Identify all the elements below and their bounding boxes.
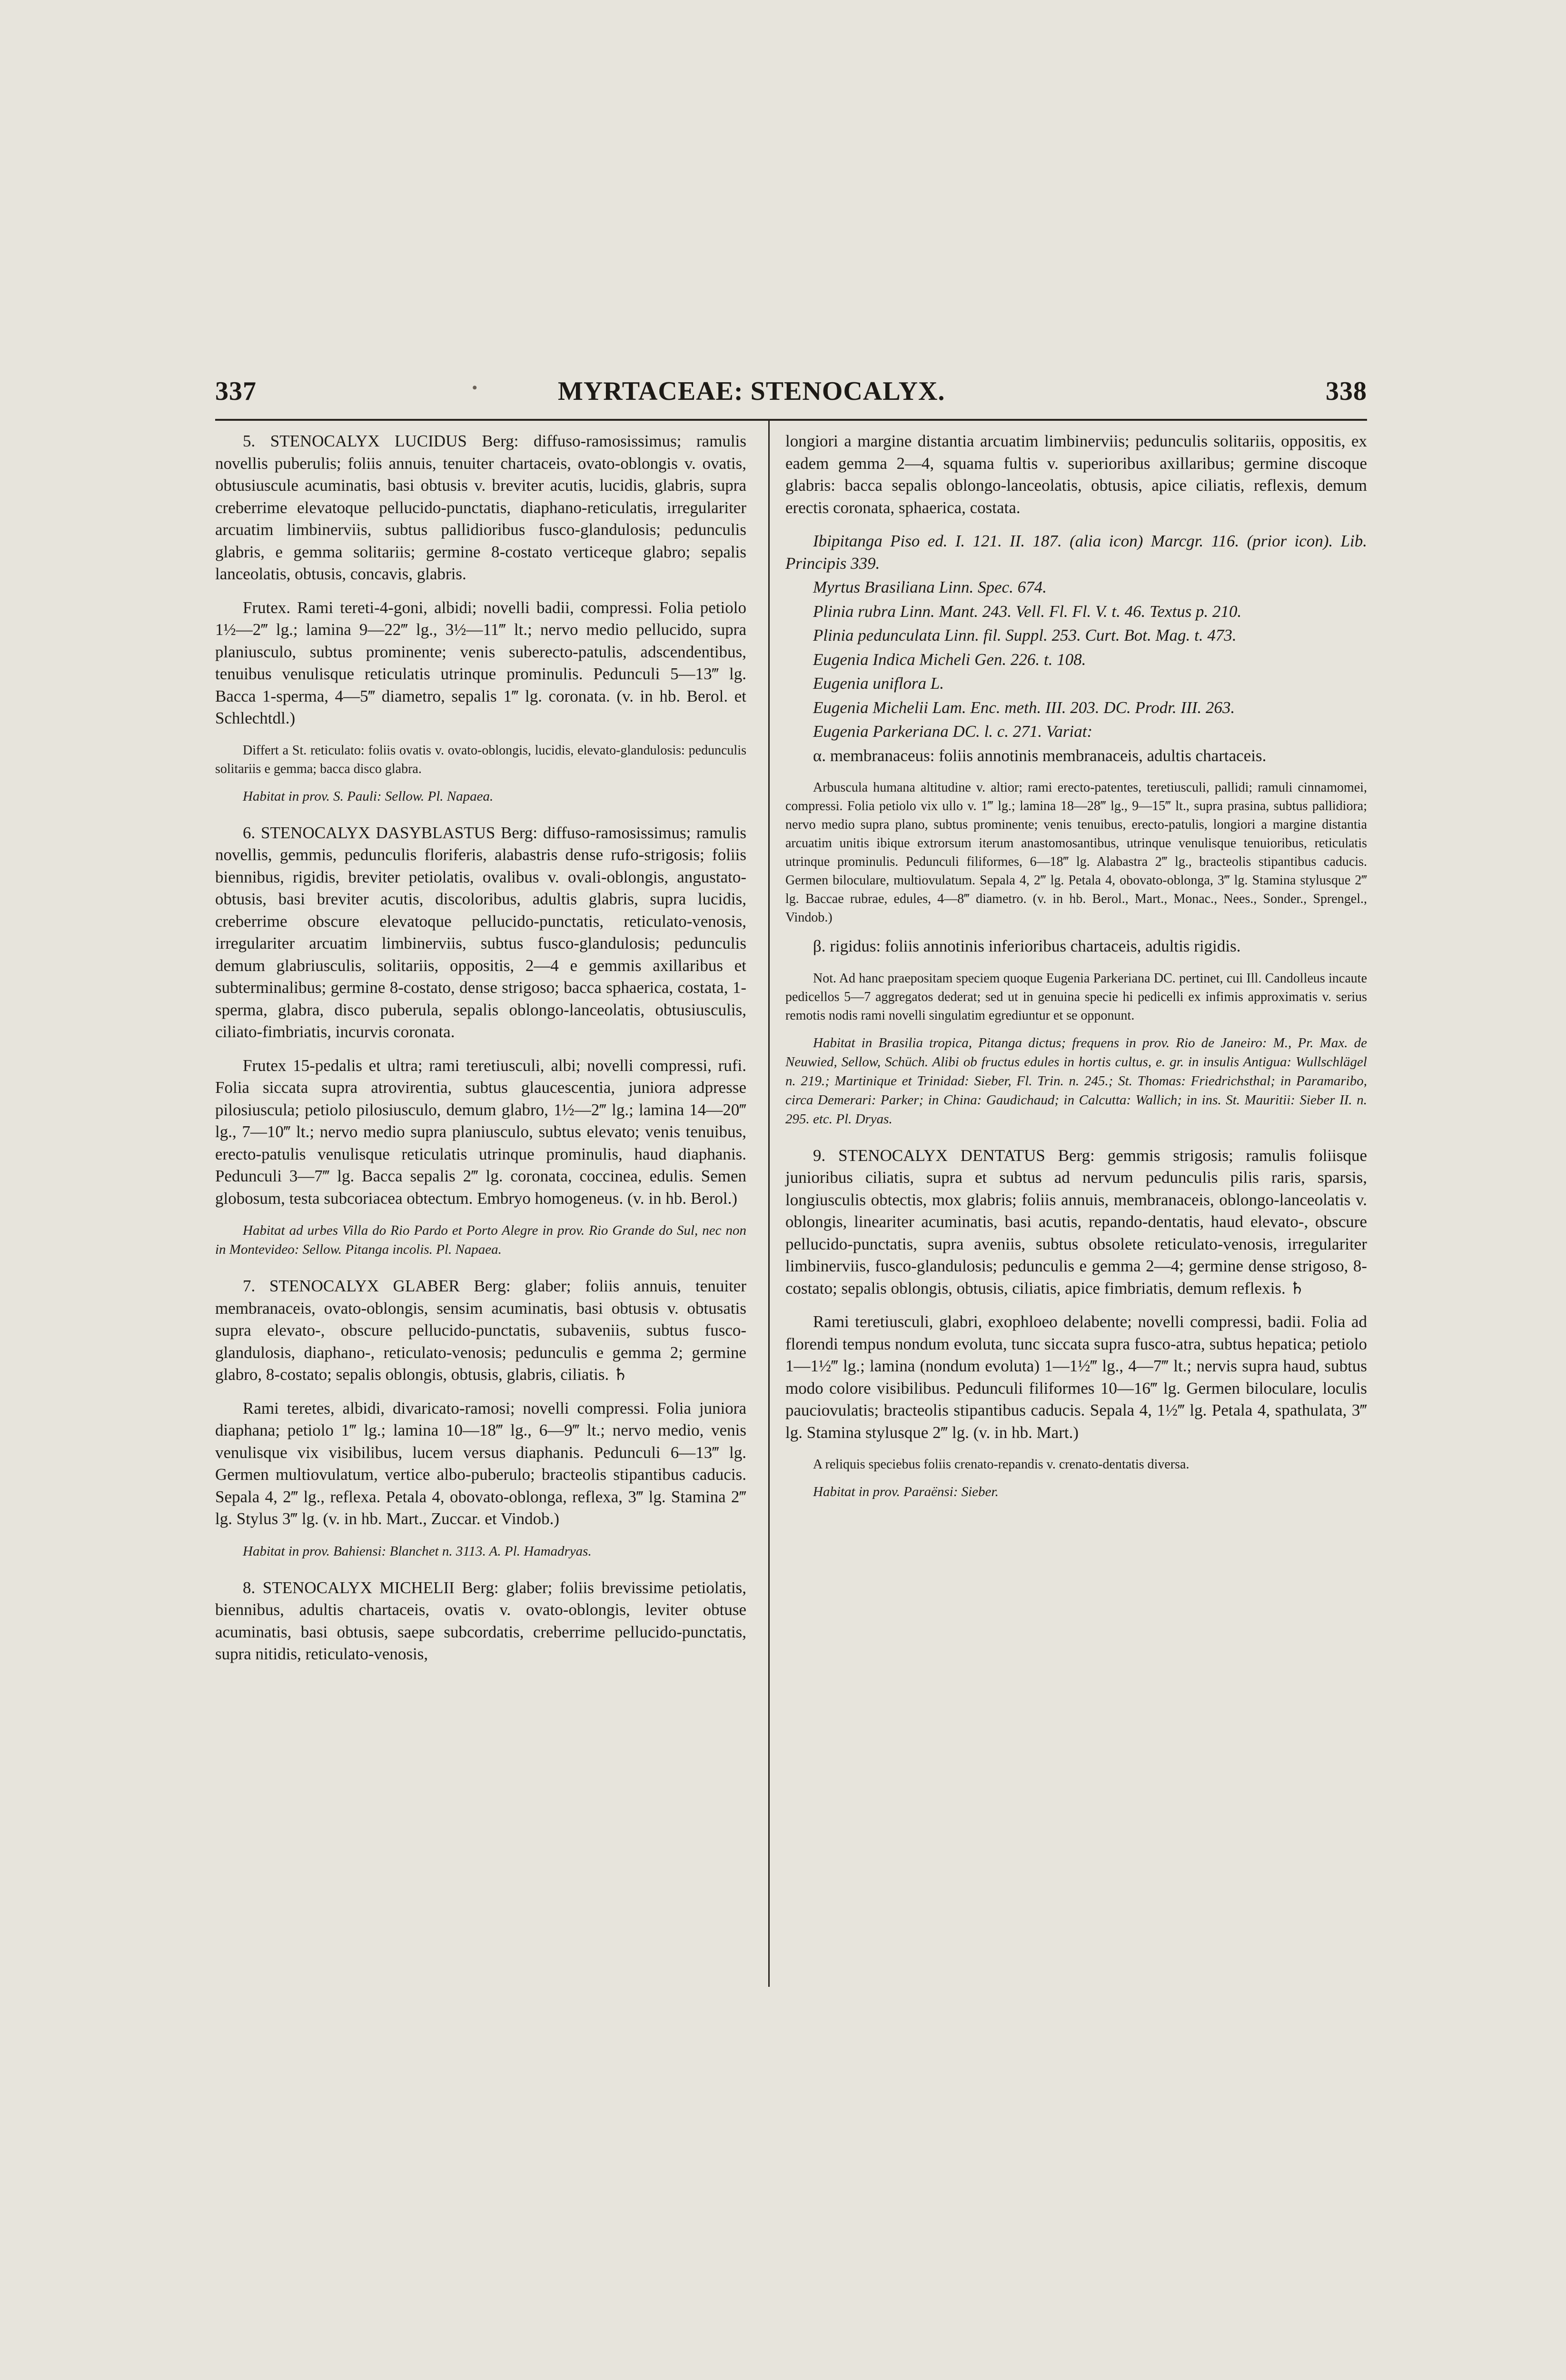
column-divider: [768, 421, 770, 1987]
citation: Ibipitanga Piso ed. I. 121. II. 187. (alia icon) Marcgr. 116. (prior icon). Lib. Principis 339.: [785, 532, 1367, 573]
citation: Eugenia Michelii Lam. Enc. meth. III. 203. DC. Prodr. III. 263.: [813, 698, 1235, 717]
habitat-note: Habitat in prov. Bahiensi: Blanchet n. 3113. A. Pl. Hamadryas.: [243, 1543, 592, 1559]
right-column: [785, 430, 1367, 1517]
paragraph: 9. STENOCALYX DENTATUS Berg: gemmis strigosis; ramulis foliisque junioribus ciliatis, supra et subtus ad nervum pedunculis pilis raris, sparsis, longiusculis obtectis, mox glabris; foliis annuis, membranaceis, oblongo-lanceolatis v. oblongis, lineariter acuminatis, basi acutis, repando-dentatis, haud elevato-, obscure pellucido-punctatis, supra aveniis, subtus obsolete reticulato-venosis, irregulariter limbinerviis, fusco-glandulosis; pedunculis e gemma 2—4; germine dense strigoso, 8-costato; sepalis oblongis, obtusis, ciliatis, apice fimbriatis, demum reflexis. ♄: [785, 1146, 1367, 1298]
paragraph: β. rigidus: foliis annotinis inferioribus chartaceis, adultis rigidis.: [813, 937, 1241, 955]
paragraph: Rami teretiusculi, glabri, exophloeo delabente; novelli compressi, badii. Folia ad florendi tempus nondum evoluta, tunc siccata supra fusco-atra, subtus hepatica; petiolo 1—1½‴ lg.; lamina (nondum evoluta) 1—1½‴ lg., 4—7‴ lt.; nervis supra haud, subtus modo colore visibilibus. Pedunculi filiformes 10—16‴ lg. Germen biloculare, loculis pauciovulatis; bracteolis stipantibus caducis. Sepala 4, 1½‴ lg. Petala 4, spathulata, 3‴ lg. Stamina stylusque 2‴ lg. (v. in hb. Mart.): [785, 1312, 1367, 1442]
paragraph: Differt a St. reticulato: foliis ovatis v. ovato-oblongis, lucidis, elevato-glandulosis: pedunculis solitariis e gemma; bacca disco glabra.: [215, 743, 746, 776]
header-mark: •: [472, 380, 478, 396]
citation: Plinia pedunculata Linn. fil. Suppl. 253. Curt. Bot. Mag. t. 473.: [813, 626, 1237, 645]
paragraph: α. membranaceus: foliis annotinis membranaceis, adultis chartaceis.: [813, 746, 1267, 765]
paragraph: Frutex 15-pedalis et ultra; rami teretiusculi, albi; novelli compressi, rufi. Folia siccata supra atrovirentia, subtus glaucescentia, juniora adpresse pilosiuscula; petiolo pilosiusculo, demum glabro, 1½—2‴ lg.; lamina 14—20‴ lg., 7—10‴ lt.; nervo medio supra planiusculo, subtus elevato; venis tenuibus, erecto-patulis venulisque reticulatis utrinque prominulis, haud diaphanis. Pedunculi 3—7‴ lg. Bacca sepalis 2‴ lg. coronata, coccinea, edulis. Semen globosum, testa subcoriacea obtectum. Embryo homogeneus. (v. in hb. Berol.): [215, 1056, 746, 1208]
page-header: [215, 376, 1367, 419]
paragraph: Not. Ad hanc praepositam speciem quoque Eugenia Parkeriana DC. pertinet, cui Ill. Candolleus incaute pedicellos 5—7 aggregatos dederat; sed ut in genuina specie hi pedicelli ex infimis approximatis v. serius remotis nodis rami novelli singulatim egrediuntur et se opponunt.: [785, 971, 1367, 1023]
citation: Plinia rubra Linn. Mant. 243. Vell. Fl. Fl. V. t. 46. Textus p. 210.: [813, 602, 1242, 621]
habitat-note: Habitat in prov. S. Pauli: Sellow. Pl. Napaea.: [243, 788, 494, 804]
citation: Myrtus Brasiliana Linn. Spec. 674.: [813, 578, 1047, 596]
page-number-left: 337: [215, 377, 257, 406]
habitat-note: Habitat in Brasilia tropica, Pitanga dictus; frequens in prov. Rio de Janeiro: M., Pr. Max. de Neuwied, Sellow, Schüch. Alibi ob fructus edules in hortis cultus, e. gr. in insulis Antigua: Wullschlägel n. 219.; Martinique et Trinidad: Sieber, Fl. Trin. n. 245.; St. Thomas: Friedrichsthal; in Paramaribo, circa Demerari: Parker; in China: Gaudichaud; in Calcutta: Wallich; in ins. St. Mauritii: Sieber II. n. 295. etc. Pl. Dryas.: [785, 1035, 1367, 1127]
citation: Eugenia Parkeriana DC. l. c. 271. Variat:: [813, 722, 1093, 741]
citation: Eugenia Indica Micheli Gen. 226. t. 108.: [813, 650, 1086, 669]
habitat-note: Habitat ad urbes Villa do Rio Pardo et Porto Alegre in prov. Rio Grande do Sul, nec non in Montevideo: Sellow. Pitanga incolis. Pl. Napaea.: [215, 1223, 746, 1257]
habitat-note: Habitat in prov. Paraënsi: Sieber.: [813, 1484, 999, 1499]
paragraph: 6. STENOCALYX DASYBLASTUS Berg: diffuso-ramosissimus; ramulis novellis, gemmis, pedunculis floriferis, alabastris dense rufo-strigosis; foliis biennibus, rigidis, breviter petiolatis, ovalibus v. ovali-oblongis, angustato-obtusis, basi breviter acutis, discoloribus, adultis glabris, supra lucidis, creberrime obscure elevatoque pellucido-punctatis, reticulato-venosis, irregulariter arcuatim limbinerviis, subtus fusco-glandulosis; pedunculis demum glabriusculis, solitariis, oppositis, 2—4 e gemmis axillaribus et subterminalibus; germine 8-costato, dense strigoso; bacca sphaerica, costata, 1-sperma, glabra, disco puberula, sepalis oblongo-lanceolatis, obtusiusculis, ciliato-fimbriatis, incurvis coronata.: [215, 823, 746, 1041]
citation: Eugenia uniflora L.: [813, 674, 944, 693]
paragraph: 5. STENOCALYX LUCIDUS Berg: diffuso-ramosissimus; ramulis novellis puberulis; foliis annuis, tenuiter chartaceis, ovato-oblongis v. ovatis, obtusiuscule acuminatis, basi obtusis v. breviter acutis, lucidis, glabris, supra creberrime elevatoque pellucido-punctatis, diaphano-reticulatis, irregulariter arcuatim limbinerviis, subtus pallidioribus fusco-glandulosis; pedunculis glabris, e gemma solitariis; germine 8-costato verticeque glabro; sepalis lanceolatis, obtusis, concavis, glabris.: [215, 432, 746, 583]
running-title: MYRTACEAE: STENOCALYX.: [558, 377, 945, 406]
paragraph: longiori a margine distantia arcuatim limbinerviis; pedunculis solitariis, oppositis, ex eadem gemma 2—4, squama fultis v. superioribus axillaribus; germine discoque glabris: bacca sepalis oblongo-lanceolatis, obtusis, apice ciliatis, reflexis, demum erectis coronata, sphaerica, costata.: [785, 432, 1367, 517]
left-column: [215, 430, 746, 1677]
paragraph: Frutex. Rami tereti-4-goni, albidi; novelli badii, compressi. Folia petiolo 1½—2‴ lg.; lamina 9—22‴ lg., 3½—11‴ lt.; nervo medio pellucido, supra planiusculo, subtus prominente; venis suberecto-patulis, adscendentibus, tenuibus venulisque reticulatis utrinque prominulis. Pedunculi 5—13‴ lg. Bacca 1-sperma, 4—5‴ diametro, sepalis 1‴ lg. coronata. (v. in hb. Berol. et Schlechtdl.): [215, 598, 746, 727]
paragraph: Rami teretes, albidi, divaricato-ramosi; novelli compressi. Folia juniora diaphana; petiolo 1‴ lg.; lamina 10—18‴ lg., 6—9‴ lt.; nervo medio, venis venulisque vix visibilibus, lucem versus diaphanis. Pedunculi 6—13‴ lg. Germen multiovulatum, vertice albo-puberulo; bracteolis stipantibus caducis. Sepala 4, 2‴ lg., reflexa. Petala 4, obovato-oblonga, reflexa, 3‴ lg. Stamina 2‴ lg. Stylus 3‴ lg. (v. in hb. Mart., Zuccar. et Vindob.): [215, 1398, 746, 1528]
paragraph: 8. STENOCALYX MICHELII Berg: glaber; foliis brevissime petiolatis, biennibus, adultis chartaceis, ovatis v. ovato-oblongis, leviter obtuse acuminatis, basi obtusis, saepe subcordatis, creberrime pellucido-punctatis, supra nitidis, reticulato-venosis,: [215, 1578, 746, 1663]
paragraph: 7. STENOCALYX GLABER Berg: glaber; foliis annuis, tenuiter membranaceis, ovato-oblongis, sensim acuminatis, basi obtusis v. obtusatis supra elevato-, obscure pellucido-punctatis, subaveniis, subtus fusco-glandulosis, diaphano-, reticulato-venosis; pedunculis e gemma 2; germine glabro, 8-costato; sepalis oblongis, obtusis, glabris, ciliatis. ♄: [215, 1277, 746, 1384]
paragraph: Arbuscula humana altitudine v. altior; rami erecto-patentes, teretiusculi, pallidi; ramuli cinnamomei, compressi. Folia petiolo vix ullo v. 1‴ lg.; lamina 18—28‴ lg., 9—15‴ lt., supra prasina, subtus pallidiora; nervo medio supra plano, subtus prominente; venis tenuibus, erecto-patulis, longiori a margine distantia arcuatim unitis ibique extrorsum iterum anastomosantibus, utrinque venulisque tenuioribus, reticulatis utrinque prominulis. Pedunculi filiformes, 6—18‴ lg. Alabastra 2‴ lg., bracteolis stipantibus caducis. Germen biloculare, multiovulatum. Sepala 4, 2‴ lg. Petala 4, obovato-oblonga, 3‴ lg. Stamina stylusque 2‴ lg. Baccae rubrae, edules, 4—8‴ diametro. (v. in hb. Berol., Mart., Monac., Nees., Sonder., Sprengel., Vindob.): [785, 780, 1367, 925]
header-rule: [215, 419, 1367, 421]
page-number-right: 338: [1326, 377, 1367, 406]
paragraph: A reliquis speciebus foliis crenato-repandis v. crenato-dentatis diversa.: [813, 1457, 1189, 1472]
